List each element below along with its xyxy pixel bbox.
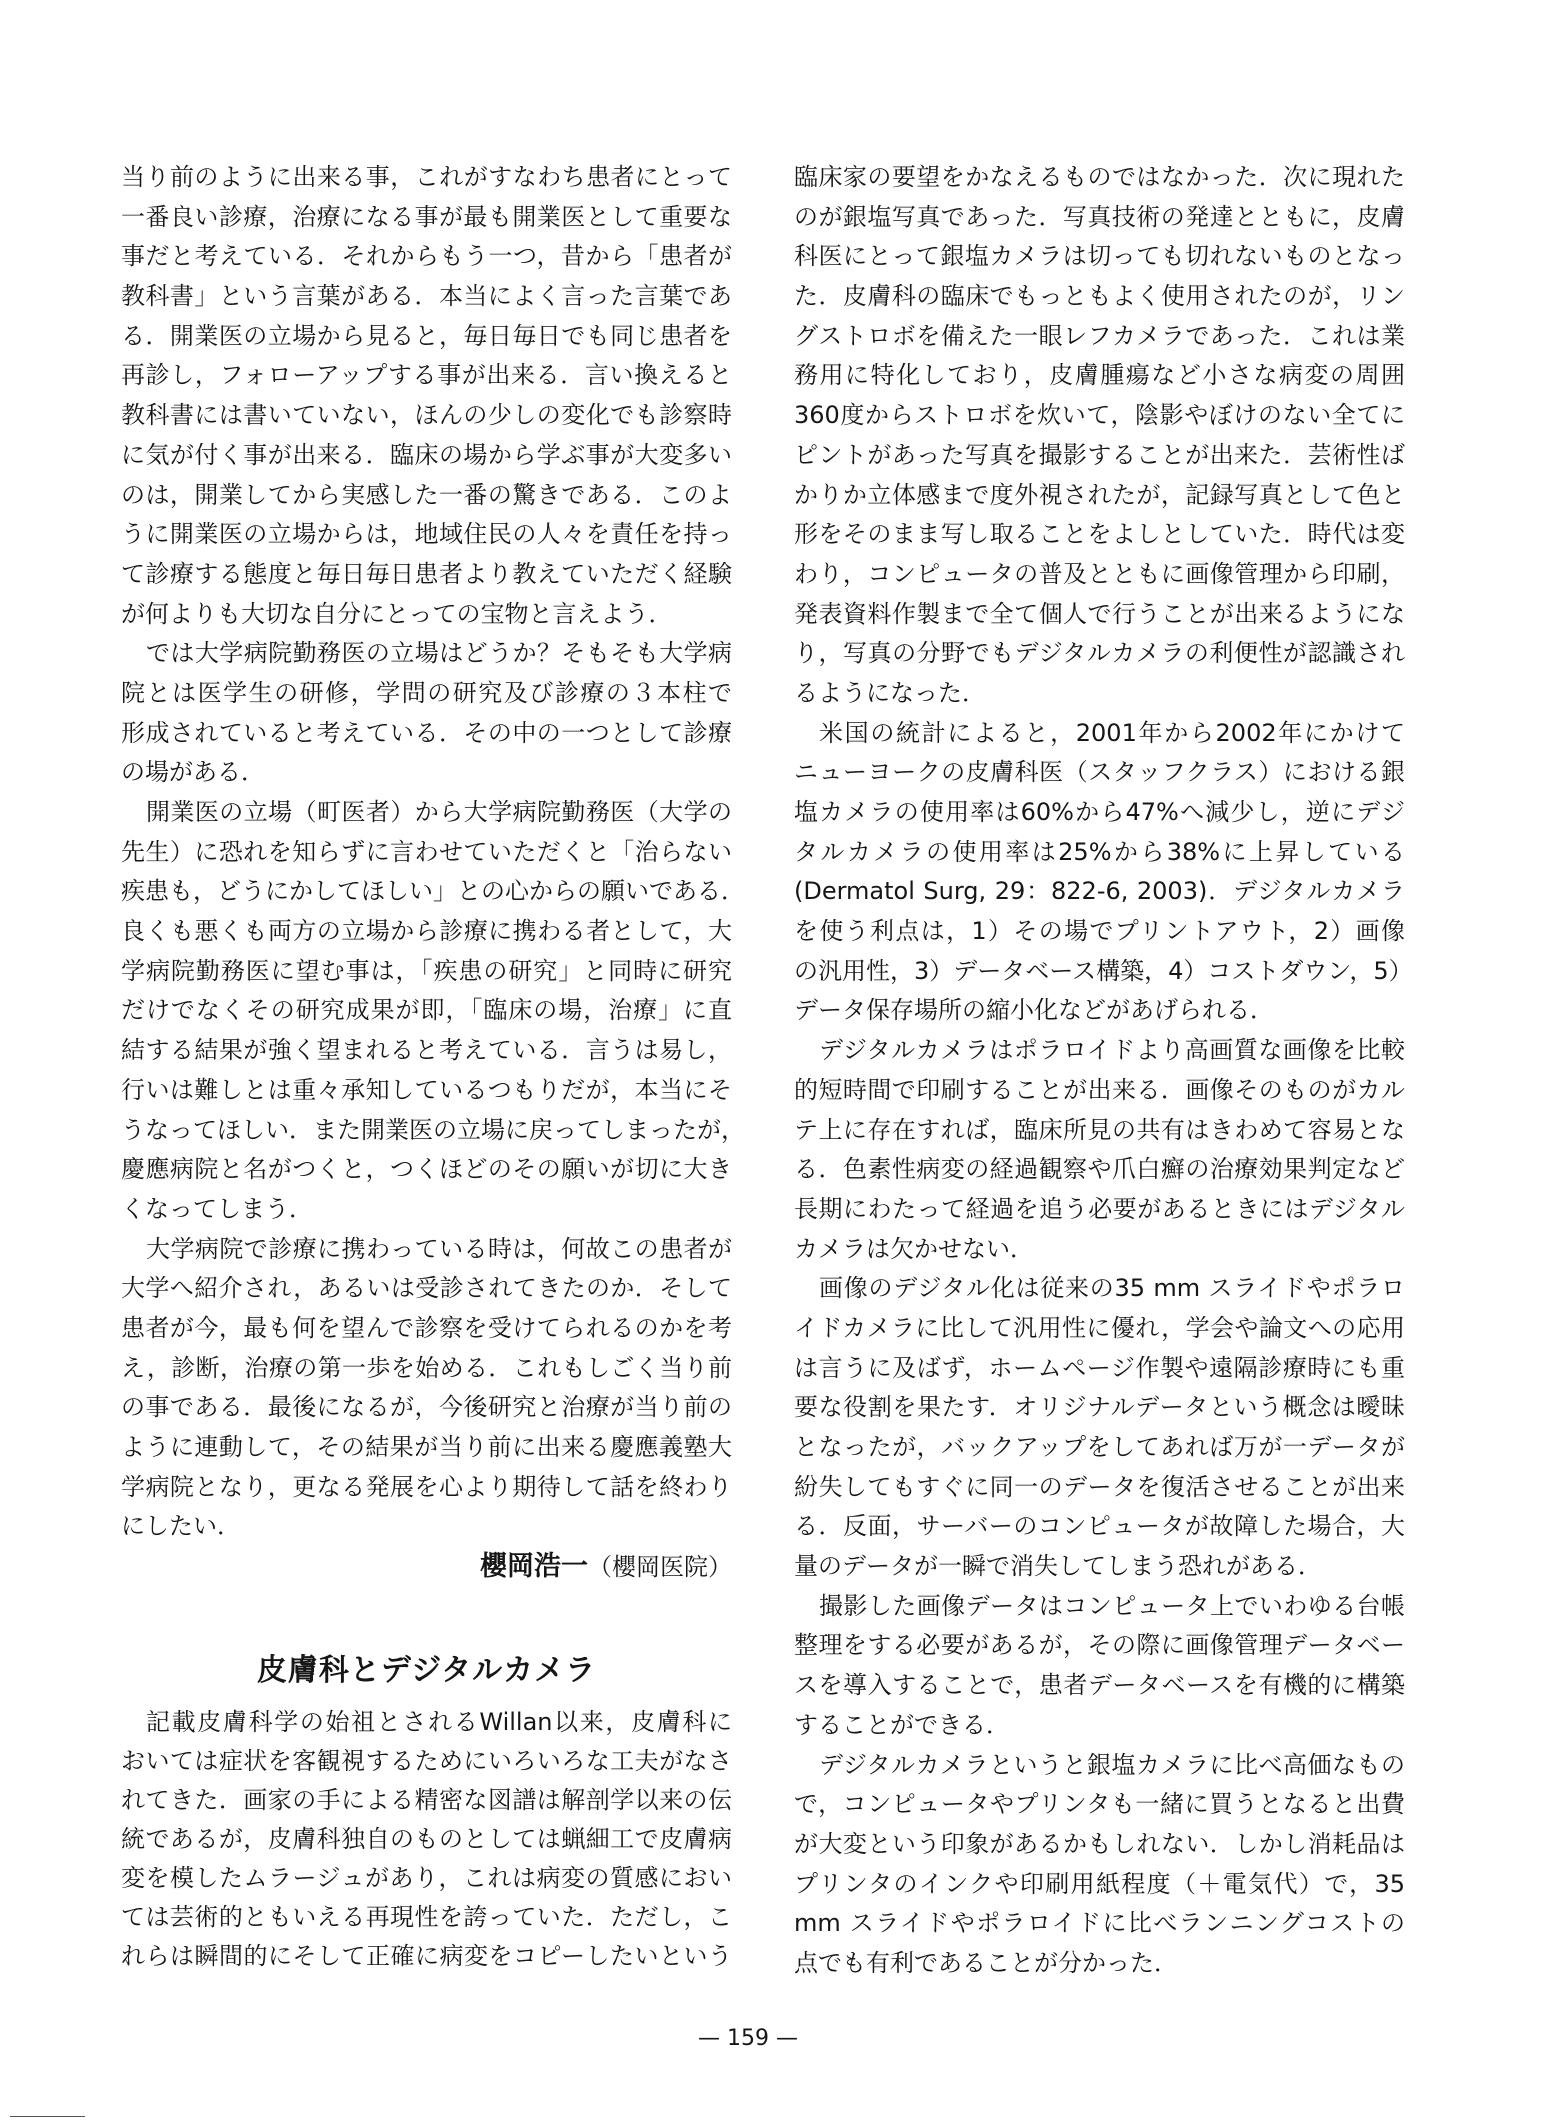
text-line: 教科書」という言葉がある．本当によく言った言葉であ [121, 282, 732, 311]
text-line: 良くも悪くも両方の立場から診療に携わる者として，大 [121, 917, 732, 946]
text-line: 要な役割を果たす．オリジナルデータという概念は曖昧 [794, 1393, 1405, 1422]
text-line: 先生）に恐れを知らずに言わせていただくと「治らない [121, 837, 732, 866]
text-line: え，診断，治療の第一歩を始める．これもしごく当り前 [121, 1353, 732, 1382]
text-line: テ上に存在すれば，臨床所見の共有はきわめて容易とな [794, 1115, 1405, 1144]
paragraph [794, 1587, 1405, 1746]
text-line: グストロボを備えた一眼レフカメラであった．これは業 [794, 321, 1405, 350]
text-line: る．開業医の立場から見ると，毎日毎日でも同じ患者を [121, 321, 732, 350]
left-column [121, 158, 745, 1587]
text-line: わり，コンピュータの普及とともに画像管理から印刷， [794, 559, 1405, 588]
text-line: 学病院勤務医に望む事は，「疾患の研究」と同時に研究 [121, 956, 732, 985]
text-line: 事だと考えている．それからもう一つ，昔から「患者が [121, 242, 732, 271]
text-line: デジタルカメラはポラロイドより高画質な画像を比較 [819, 1036, 1405, 1065]
text-line: 科医にとって銀塩カメラは切っても切れないものとなっ [794, 242, 1405, 271]
paragraph [794, 158, 1405, 714]
text-line: カメラは欠かせない． [794, 1234, 1034, 1263]
author-signature [121, 1547, 732, 1587]
text-line: mm スライドやポラロイドに比べランニングコストの [794, 1909, 1405, 1938]
text-line: 形成されていると考えている．その中の一つとして診療 [121, 718, 732, 747]
text-line: で，コンピュータやプリンタも一緒に買うとなると出費 [794, 1790, 1405, 1819]
paragraph [121, 158, 732, 634]
paragraph [794, 1031, 1405, 1269]
text-line: 米国の統計によると，2001年から2002年にかけて [819, 718, 1405, 747]
text-line: ては芸術的ともいえる再現性を誇っていた．ただし，こ [121, 1903, 732, 1931]
text-line: て診療する態度と毎日毎日患者より教えていただく経験 [121, 559, 732, 588]
text-line: れらは瞬間的にそして正確に病変をコピーしたいという [121, 1942, 732, 1970]
text-line: が大変という印象があるかもしれない．しかし消耗品は [794, 1829, 1405, 1858]
text-line: 当り前のように出来る事，これがすなわち患者にとって [121, 163, 732, 191]
text-line: るようになった． [794, 678, 986, 707]
text-line: のが銀塩写真であった．写真技術の発達とともに，皮膚 [794, 202, 1405, 231]
text-line: だけでなくその研究成果が即，「臨床の場，治療」に直 [121, 996, 732, 1025]
paragraph [794, 714, 1413, 1032]
paragraph [121, 793, 745, 1230]
text-line: は言うに及ばず，ホームページ作製や遠隔診療時にも重 [794, 1353, 1405, 1382]
left-column-body [121, 158, 745, 1547]
text-line: ニューヨークの皮膚科医（スタッフクラス）における銀 [794, 758, 1405, 787]
text-line: る．反面，サーバーのコンピュータが故障した場合，大 [794, 1512, 1405, 1541]
text-line: スを導入することで，患者データベースを有機的に構築 [794, 1671, 1405, 1700]
paragraph [794, 1746, 1405, 1984]
text-line: にしたい． [121, 1512, 241, 1541]
text-line: 大学病院で診療に携わっている時は，何故この患者が [146, 1234, 732, 1263]
text-line: 患者が今，最も何を望んで診察を受けてられるのかを考 [121, 1313, 732, 1342]
text-line: 結する結果が強く望まれると考えている．言うは易し， [121, 1036, 732, 1065]
text-line: 形をそのまま写し取ることをよしとしていた．時代は変 [794, 520, 1405, 549]
text-line: 務用に特化しており，皮膚腫瘍など小さな病変の周囲 [794, 361, 1405, 390]
text-line: ように連動して，その結果が当り前に出来る慶應義塾大 [121, 1433, 732, 1461]
text-line: 撮影した画像データはコンピュータ上でいわゆる台帳 [819, 1591, 1405, 1620]
text-line: 教科書には書いていない，ほんの少しの変化でも診察時 [121, 401, 732, 430]
text-line: 一番良い診療，治療になる事が最も開業医として重要な [121, 202, 732, 231]
text-line: くなってしまう． [121, 1194, 313, 1223]
text-line: 360度からストロボを炊いて，陰影やぼけのない全てに [794, 401, 1405, 430]
paragraph [121, 1230, 732, 1548]
text-line: 統であるが，皮膚科独自のものとしては蝋細工で皮膚病 [121, 1825, 732, 1853]
text-line: 的短時間で印刷することが出来る．画像そのものがカル [794, 1075, 1405, 1104]
paragraph [121, 1703, 732, 1976]
text-line: た．皮膚科の臨床でもっともよく使用されたのが，リン [794, 282, 1405, 311]
corner-rule [10, 2116, 85, 2117]
text-line: を使う利点は，1）その場でプリントアウト，2）画像 [794, 917, 1405, 946]
text-line: (Dermatol Surg, 29：822-6, 2003)．デジタルカメラ [794, 877, 1405, 906]
text-line: 点でも有利であることが分かった． [794, 1948, 1178, 1977]
text-line: タルカメラの使用率は25%から38%に上昇している [794, 837, 1405, 866]
text-line: ピントがあった写真を撮影することが出来た．芸術性ば [794, 440, 1405, 469]
text-line: 画像のデジタル化は従来の35 mm スライドやポラロ [819, 1274, 1405, 1303]
text-line: データ保存場所の縮小化などがあげられる． [794, 996, 1274, 1025]
text-line: 臨床家の要望をかなえるものではなかった．次に現れた [794, 163, 1405, 191]
text-line: かりか立体感まで度外視されたが，記録写真として色と [794, 480, 1405, 509]
text-line: デジタルカメラというと銀塩カメラに比べ高価なもの [819, 1750, 1405, 1779]
text-line: に気が付く事が出来る．臨床の場から学ぶ事が大変多い [121, 440, 732, 469]
text-line: 変を模したムラージュがあり，これは病変の質感におい [121, 1864, 732, 1892]
text-line: うに開業医の立場からは，地域住民の人々を責任を持っ [121, 520, 732, 549]
text-line: の場がある． [121, 758, 265, 787]
text-line: り，写真の分野でもデジタルカメラの利便性が認識され [794, 639, 1405, 668]
text-line: することができる． [794, 1710, 1010, 1739]
page-number: — 159 — [698, 2026, 798, 2051]
paragraph [121, 634, 732, 793]
text-line: うなってほしい．また開業医の立場に戻ってしまったが， [121, 1115, 745, 1144]
text-line: が何よりも大切な自分にとっての宝物と言えよう． [121, 599, 673, 628]
text-line: 疾患も，どうにかしてほしい」との心からの願いである． [121, 877, 745, 906]
text-line: おいては症状を客観視するためにいろいろな工夫がなさ [121, 1747, 732, 1775]
text-line: となったが，バックアップをしてあれば万が一データが [794, 1433, 1405, 1461]
text-line: 塩カメラの使用率は60%から47%へ減少し，逆にデジ [794, 798, 1405, 826]
text-line: れてきた．画家の手による精密な図譜は解剖学以来の伝 [121, 1786, 732, 1814]
text-line: の事である．最後になるが，今後研究と治療が当り前の [121, 1393, 732, 1422]
text-line: 大学へ紹介され，あるいは受診されてきたのか．そして [121, 1274, 732, 1303]
text-line: 整理をする必要があるが，その際に画像管理データベー [794, 1631, 1405, 1660]
text-line: のは，開業してから実感した一番の驚きである．このよ [121, 480, 732, 509]
text-line: 行いは難しとは重々承知しているつもりだが，本当にそ [121, 1075, 732, 1104]
text-line: 学病院となり，更なる発展を心より期待して話を終わり [121, 1472, 732, 1501]
text-line: 量のデータが一瞬で消失してしまう恐れがある． [794, 1552, 1322, 1581]
text-line: の汎用性，3）データベース構築，4）コストダウン，5） [794, 956, 1413, 985]
author-affiliation: （櫻岡医院） [588, 1553, 732, 1582]
author-name: 櫻岡浩一 [480, 1551, 588, 1583]
right-column [794, 158, 1413, 1984]
section-title: 皮膚科とデジタルカメラ [256, 1653, 597, 1688]
text-line: プリンタのインクや印刷用紙程度（＋電気代）で，35 [794, 1869, 1405, 1898]
text-line: では大学病院勤務医の立場はどうか？そもそも大学病 [146, 639, 732, 668]
text-line: 紛失してもすぐに同一のデータを復活させることが出来 [794, 1472, 1405, 1501]
paragraph [794, 1269, 1405, 1587]
text-line: 再診し，フォローアップする事が出来る．言い換えると [121, 361, 732, 390]
text-line: 長期にわたって経過を追う必要があるときにはデジタル [794, 1194, 1405, 1223]
section-body [121, 1703, 732, 1976]
text-line: 発表資料作製まで全て個人で行うことが出来るようにな [794, 599, 1405, 628]
text-line: る．色素性病変の経過観察や爪白癬の治療効果判定など [794, 1155, 1405, 1184]
text-line: 記載皮膚科学の始祖とされるWillan以来，皮膚科に [146, 1708, 732, 1736]
text-line: イドカメラに比して汎用性に優れ，学会や論文への応用 [794, 1313, 1405, 1342]
text-line: 慶應病院と名がつくと，つくほどのその願いが切に大き [121, 1155, 732, 1184]
text-line: 開業医の立場（町医者）から大学病院勤務医（大学の [146, 798, 732, 826]
text-line: 院とは医学生の研修，学問の研究及び診療の３本柱で [121, 678, 732, 707]
